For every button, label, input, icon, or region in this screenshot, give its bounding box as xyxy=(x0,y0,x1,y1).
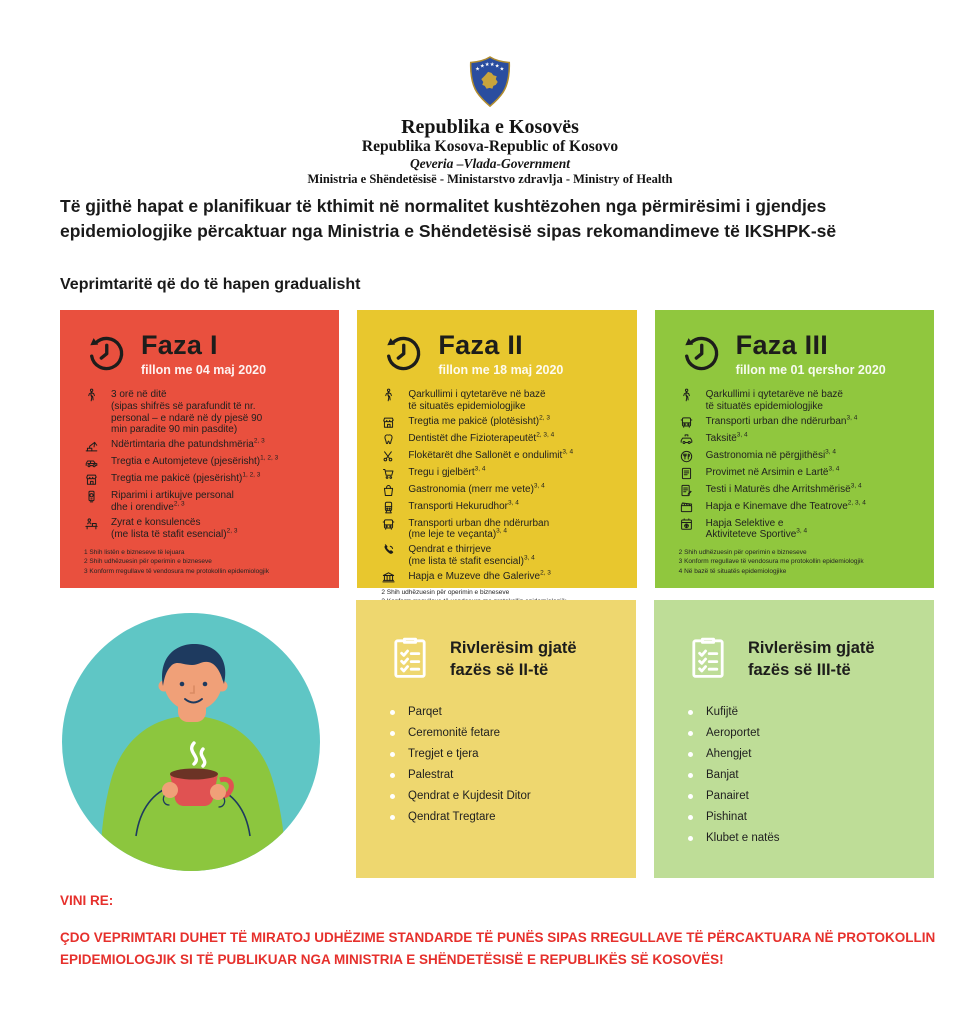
phase-item-text: Tregtia me pakicë (pjesërisht)$^{1, 2, 3}$ xyxy=(111,471,261,485)
reassessment-item xyxy=(688,706,914,718)
reassessment-item xyxy=(390,748,616,760)
state-name-albanian: Republika e Kosovës xyxy=(401,116,579,138)
phases-row xyxy=(60,310,934,596)
bullet-dot-icon xyxy=(390,794,395,799)
phase-panel-3 xyxy=(655,310,934,588)
reassessment-item-text: Klubet e natës xyxy=(706,832,780,844)
bullet-dot-icon xyxy=(390,815,395,820)
phase-item xyxy=(381,544,624,568)
footnote-reference: 3, 4 xyxy=(825,448,837,456)
footnote-reference: 2, 3 xyxy=(540,569,551,577)
phase-item-text: Zyrat e konsulencës (me lista të stafit esencial)$^{2, 3}$ xyxy=(111,516,238,540)
reassessment-item xyxy=(390,811,616,823)
phase-footnote: 2 Shih udhëzuesin për operimin e bizneseve xyxy=(84,558,212,566)
footnote-reference: 2, 3 xyxy=(173,500,185,508)
phase-footnote: 1 Shih listën e bizneseve të lejuara xyxy=(84,548,185,556)
notice-label: VINI RE: xyxy=(60,893,114,908)
reassessment-item xyxy=(688,832,914,844)
footnote-reference: 2, 3 xyxy=(226,527,238,535)
history-clock-icon xyxy=(381,332,423,374)
intro-statement: Të gjithë hapat e planifikuar të kthimit në normalitet kushtëzohen nga përmirësimi i gjendjes epidemiologjike përcaktuar nga Ministria e Shëndetësisë sipas rekomandimeve të IKSHPK-së xyxy=(60,196,837,241)
phase-item xyxy=(84,517,327,541)
footnote-reference: 3, 4 xyxy=(828,465,840,473)
svg-text:★: ★ xyxy=(479,63,485,70)
phase-heading-text xyxy=(141,332,266,377)
reassessment-item-text: Kufijtë xyxy=(706,706,738,718)
phase-start-date: fillon me 01 qershor 2020 xyxy=(735,363,886,377)
bus-icon xyxy=(381,517,396,532)
reassessment-item-text: Palestrat xyxy=(408,769,454,781)
phase-item xyxy=(381,501,624,515)
phase-item xyxy=(84,473,327,487)
bullet-dot-icon xyxy=(688,773,693,778)
footnote-reference: 3, 4 xyxy=(796,528,808,536)
person-coffee-illustration xyxy=(60,600,338,878)
bullet-dot-icon xyxy=(688,794,693,799)
phase-start-date: fillon me 18 maj 2020 xyxy=(438,363,564,377)
phase-footnotes xyxy=(671,548,922,578)
footnote-reference: 2, 3, 4 xyxy=(847,499,866,507)
storefront-icon xyxy=(84,472,99,487)
phase-item xyxy=(381,484,624,498)
footnote-reference: 3, 4 xyxy=(533,482,545,490)
svg-text:★: ★ xyxy=(475,66,480,73)
phase-item xyxy=(679,416,922,430)
phone-call-icon xyxy=(381,543,396,558)
sports-calendar-icon xyxy=(679,517,694,532)
car-icon xyxy=(84,455,99,470)
phase-panel-2 xyxy=(357,310,636,596)
phase-item-text: Qarkullimi i qytetarëve në bazë të situatës epidemiologjike xyxy=(408,389,546,412)
reassessment-list xyxy=(386,706,616,823)
phase-item xyxy=(84,439,327,453)
reassessment-item-text: Aeroportet xyxy=(706,727,760,739)
phase-item-text: Qendrat e thirrjeve (me lista të stafit esencial)$^{3, 4}$ xyxy=(408,544,535,567)
bullet-dot-icon xyxy=(390,731,395,736)
reassessment-item xyxy=(390,727,616,739)
bullet-dot-icon xyxy=(688,815,693,820)
phase-item xyxy=(84,389,327,436)
phase-item-text: Qarkullimi i qytetarëve në bazë të situatës epidemiologjike xyxy=(705,389,843,412)
clipboard-checklist-icon xyxy=(684,634,732,682)
footnote-reference: 3, 4 xyxy=(496,528,507,536)
phase-footnote: 2 Shih udhëzuesin për operimin e bizneseve xyxy=(381,588,510,596)
svg-text:★: ★ xyxy=(489,61,495,68)
reassessment-item xyxy=(688,811,914,823)
train-icon xyxy=(381,500,396,515)
history-clock-icon xyxy=(84,332,126,374)
phase-start-date: fillon me 04 maj 2020 xyxy=(141,363,267,377)
cart-icon xyxy=(381,466,396,481)
phase-footnote: 3 Konform rregullave të vendosura me protokollin epidemiologjik xyxy=(678,558,864,566)
bullet-dot-icon xyxy=(688,731,693,736)
footnote-reference: 2, 3 xyxy=(539,414,550,422)
phase-item-text: Gastronomia në përgjithësi$^{3, 4}$ xyxy=(705,448,837,461)
svg-text:★: ★ xyxy=(494,63,500,70)
phase-item-text: Hapja Selektive e Aktiviteteve Sportive$^{3, 4}$ xyxy=(705,517,808,541)
phase-title: Faza I xyxy=(141,330,218,360)
state-name-multilingual: Republika Kosova-Republic of Kosovo xyxy=(361,138,619,156)
office-desk-icon xyxy=(84,516,99,531)
phase-item xyxy=(381,416,624,430)
footnote-reference: 3, 4 xyxy=(736,431,748,439)
footnote-reference: 1, 2, 3 xyxy=(260,454,279,462)
bullet-dot-icon xyxy=(688,752,693,757)
phase-item-text: Riparimi i artikujve personal dhe i orendive$^{2, 3}$ xyxy=(111,490,234,513)
reassessment-item xyxy=(390,790,616,802)
phase-item xyxy=(679,467,922,481)
phase-footnotes xyxy=(76,548,327,578)
person-drinking-coffee-icon xyxy=(60,600,338,878)
ministry-line: Ministria e Shëndetësisë - Ministarstvo zdravlja - Ministry of Health xyxy=(307,172,673,187)
phase-item xyxy=(679,518,922,542)
footnote-reference: 3, 4 xyxy=(846,414,858,422)
reassessment-item xyxy=(390,769,616,781)
phase-panel-1 xyxy=(60,310,339,588)
footnote-reference: 3, 4 xyxy=(850,482,862,490)
phase-item-text: Testi i Maturës dhe Arritshmërisë$^{3, 4}$ xyxy=(705,482,862,495)
phase-item xyxy=(381,467,624,481)
phase-title: Faza III xyxy=(735,330,829,360)
footnote-reference: 3, 4 xyxy=(474,465,486,473)
phase-footnote: 4 Në bazë të situatës epidemiologjike xyxy=(678,567,787,575)
reassessment-title: Rivlerësim gjatë fazës së III-të xyxy=(748,639,875,679)
phase-item xyxy=(679,501,922,515)
phase-item xyxy=(679,484,922,498)
reassessment-item xyxy=(688,769,914,781)
footnote-reference: 3, 4 xyxy=(523,554,535,562)
svg-text:★: ★ xyxy=(484,61,490,68)
phase-item-text: Tregtia me pakicë (plotësisht)$^{2, 3}$ xyxy=(408,414,550,427)
bullet-dot-icon xyxy=(688,710,693,715)
phase-item xyxy=(381,389,624,413)
taxi-icon xyxy=(679,432,694,447)
reassessment-item-text: Ceremonitë fetare xyxy=(408,727,501,739)
reassessment-item-text: Banjat xyxy=(706,769,739,781)
phase-item-text: Tregu i gjelbërt$^{3, 4}$ xyxy=(408,465,486,478)
person-walking-icon xyxy=(679,388,694,403)
museum-icon xyxy=(381,570,396,585)
phase-title: Faza II xyxy=(438,330,523,360)
person-walking-icon xyxy=(84,388,99,403)
reassessment-item-text: Parqet xyxy=(408,706,442,718)
storefront-icon xyxy=(381,415,396,430)
government-line: Qeveria –Vlada-Government xyxy=(409,156,571,172)
reassessment-item-text: Qendrat Tregtare xyxy=(408,811,496,823)
reassessment-item xyxy=(688,727,914,739)
phase-item-text: Tregtia e Automjeteve (pjesërisht)$^{1, 2, 3}$ xyxy=(111,454,279,468)
bullet-dot-icon xyxy=(390,710,395,715)
notice-text: ÇDO VEPRIMTARI DUHET TË MIRATOJ UDHËZIME STANDARDE TË PUNËS SIPAS RREGULLAVE TË PËRCAKTUARA NË PROTOKOLLIN EPIDEMIOLOGJIK SI TË PUBLIKUAR NGA MINISTRIA E SHËNDETËSISË E REPUBLIKËS SË KOSOVËS! xyxy=(60,930,936,967)
reassessment-box-2 xyxy=(356,600,636,878)
phase-item-text: Dentistët dhe Fizioterapeutët$^{2, 3, 4}$ xyxy=(408,431,555,444)
construction-crane-icon xyxy=(84,438,99,453)
phase-item xyxy=(84,456,327,470)
reassessment-header xyxy=(386,634,616,682)
phase-item xyxy=(84,490,327,514)
phase-item xyxy=(381,450,624,464)
footnote-reference: 1, 2, 3 xyxy=(242,471,261,479)
phase-heading-text xyxy=(438,332,563,377)
phase-item xyxy=(381,571,624,585)
device-repair-icon xyxy=(84,489,99,504)
phase-item-text: Provimet në Arsimin e Lartë$^{3, 4}$ xyxy=(705,465,840,478)
phase-header xyxy=(76,326,327,377)
government-header xyxy=(0,54,980,188)
reassessment-item xyxy=(688,790,914,802)
reassessment-box-3 xyxy=(654,600,934,878)
phase-item-list xyxy=(76,389,327,543)
phase-item-text: Flokëtarët dhe Sallonët e ondulimit$^{3, 4}$ xyxy=(408,448,574,461)
phase-item-text: Hapja e Kinemave dhe Teatrove$^{2, 3, 4}$ xyxy=(705,499,866,512)
reassessment-row xyxy=(60,600,934,878)
reassessment-item-text: Qendrat e Kujdesit Ditor xyxy=(408,790,531,802)
person-walking-icon xyxy=(381,388,396,403)
history-clock-icon xyxy=(679,332,721,374)
food-circle-icon xyxy=(679,449,694,464)
footnote-reference: 2, 3 xyxy=(253,437,265,445)
phase-item xyxy=(679,450,922,464)
phase-item-text: Gastronomia (merr me vete)$^{3, 4}$ xyxy=(408,482,545,495)
phase-item-text: Ndërtimtaria dhe patundshmëria$^{2, 3}$ xyxy=(111,437,265,451)
phase-item xyxy=(381,518,624,542)
phase-item-text: Transporti Hekurudhor$^{3, 4}$ xyxy=(408,499,519,512)
reassessment-item-text: Pishinat xyxy=(706,811,747,823)
phase-item-text: Transporti urban dhe ndërurban (me leje te veçanta)$^{3, 4}$ xyxy=(408,517,550,541)
reassessment-item-text: Tregjet e tjera xyxy=(408,748,479,760)
footnote-reference: 3, 4 xyxy=(508,499,519,507)
phase-item-text: Transporti urban dhe ndërurban$^{3, 4}$ xyxy=(705,414,858,427)
phase-item-text: Hapja e Muzeve dhe Galerive$^{2, 3}$ xyxy=(408,569,551,582)
reassessment-item-text: Ahengjet xyxy=(706,748,752,760)
tooth-icon xyxy=(381,432,396,447)
phase-header xyxy=(373,326,624,377)
phase-item-text: 3 orë në ditë (sipas shifrës së parafundit të nr. personal – e ndarë në dy pjesë 90 min paradite 90 min pasdite) xyxy=(111,389,263,436)
bullet-dot-icon xyxy=(688,836,693,841)
bullet-dot-icon xyxy=(390,752,395,757)
section-subtitle: Veprimtaritë që do të hapen gradualisht xyxy=(60,276,361,293)
footnote-reference: 2, 3, 4 xyxy=(536,431,555,439)
phase-heading-text xyxy=(736,332,886,377)
takeaway-bag-icon xyxy=(381,483,396,498)
reassessment-item xyxy=(390,706,616,718)
scissors-icon xyxy=(381,449,396,464)
clapperboard-icon xyxy=(679,500,694,515)
phase-header xyxy=(671,326,922,377)
test-document-icon xyxy=(679,483,694,498)
phase-item xyxy=(679,389,922,413)
reassessment-list xyxy=(684,706,914,844)
phase-item-list xyxy=(671,389,922,544)
footnote-reference: 3, 4 xyxy=(562,448,574,456)
phase-item xyxy=(679,433,922,447)
reassessment-header xyxy=(684,634,914,682)
phase-item-text: Taksitë$^{3, 4}$ xyxy=(705,431,748,444)
phase-footnote: 2 Shih udhëzuesin për operimin e bizneseve xyxy=(678,548,807,556)
exam-book-icon xyxy=(679,466,694,481)
reassessment-item-text: Panairet xyxy=(706,790,749,802)
kosovo-coat-of-arms-icon xyxy=(464,54,516,112)
phase-footnote: 3 Konform rregullave të vendosura me protokollin epidemiologjik xyxy=(84,567,269,575)
svg-text:★: ★ xyxy=(499,66,505,73)
bus-icon xyxy=(679,415,694,430)
phase-item-list xyxy=(373,389,624,588)
reassessment-title: Rivlerësim gjatë fazës së II-të xyxy=(450,639,577,679)
phase-item xyxy=(381,433,624,447)
reassessment-item xyxy=(688,748,914,760)
clipboard-checklist-icon xyxy=(386,634,434,682)
bullet-dot-icon xyxy=(390,773,395,778)
